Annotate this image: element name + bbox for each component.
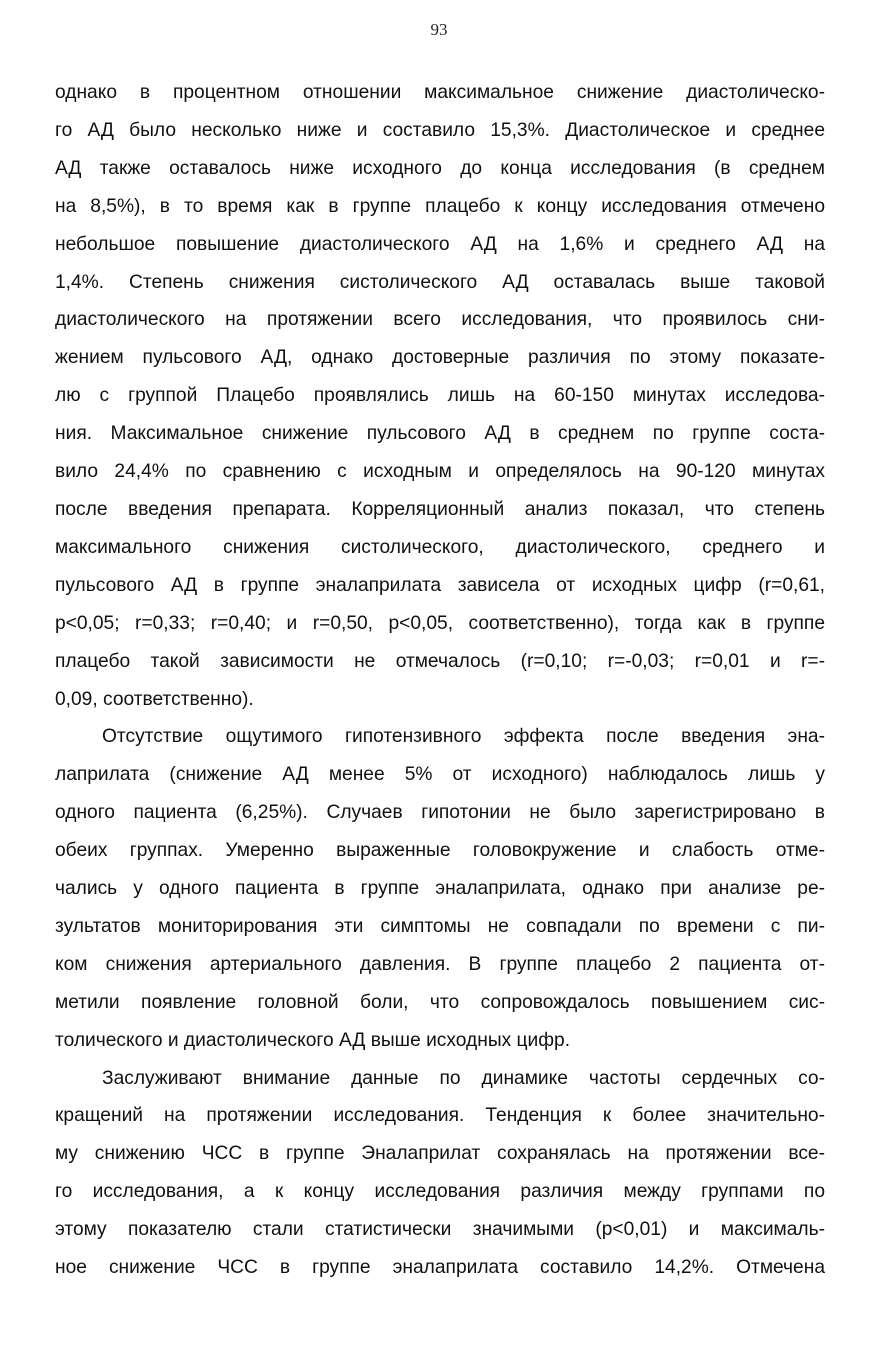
text-line: го АД было несколько ниже и составило 15,3%. Диастолическое и среднее <box>55 119 825 141</box>
text-line: ком снижения артериального давления. В группе плацебо 2 пациента от- <box>55 953 825 975</box>
text-line: максимального снижения систолического, диастолического, среднего и <box>55 536 825 558</box>
paragraph <box>55 1060 825 1287</box>
text-line: лаприлата (снижение АД менее 5% от исходного) наблюдалось лишь у <box>55 764 825 786</box>
text-line: на 8,5%), в то время как в группе плацебо к концу исследования отмечено <box>55 195 825 217</box>
text-line: небольшое повышение диастолического АД на 1,6% и среднего АД на <box>55 233 825 255</box>
text-line: жением пульсового АД, однако достоверные различия по этому показате- <box>55 347 825 369</box>
text-line: 1,4%. Степень снижения систолического АД оставалась выше таковой <box>55 271 825 293</box>
text-line: го исследования, а к концу исследования различия между группами по <box>55 1181 825 1203</box>
text-line: ное снижение ЧСС в группе эналаприлата составило 14,2%. Отмечена <box>55 1257 825 1279</box>
text-line: плацебо такой зависимости не отмечалось (r=0,10; r=-0,03; r=0,01 и r=- <box>55 650 825 672</box>
text-line: этому показателю стали статистически значимыми (p<0,01) и максималь- <box>55 1219 825 1241</box>
text-line: одного пациента (6,25%). Случаев гипотонии не было зарегистрировано в <box>55 802 825 824</box>
text-line: зультатов мониторирования эти симптомы не совпадали по времени с пи- <box>55 915 825 937</box>
text-line: чались у одного пациента в группе эналаприлата, однако при анализе ре- <box>55 878 825 900</box>
text-line: диастолического на протяжении всего исследования, что проявилось сни- <box>55 309 825 331</box>
text-line: 0,09, соответственно). <box>55 688 254 710</box>
text-line: после введения препарата. Корреляционный анализ показал, что степень <box>55 498 825 520</box>
text-line: обеих группах. Умеренно выраженные головокружение и слабость отме- <box>55 840 825 862</box>
text-line: вило 24,4% по сравнению с исходным и определялось на 90-120 минутах <box>55 461 825 483</box>
text-line: Заслуживают внимание данные по динамике частоты сердечных со- <box>102 1067 825 1089</box>
text-line: лю с группой Плацебо проявлялись лишь на 60-150 минутах исследова- <box>55 385 825 407</box>
document-body <box>55 74 825 1287</box>
text-line: ния. Максимальное снижение пульсового АД в среднем по группе соста- <box>55 423 825 445</box>
text-line: му снижению ЧСС в группе Эналаприлат сохранялась на протяжении все- <box>55 1143 825 1165</box>
text-line: Отсутствие ощутимого гипотензивного эффекта после введения эна- <box>102 726 825 748</box>
paragraph <box>55 718 825 1059</box>
text-line: толического и диастолического АД выше исходных цифр. <box>55 1029 571 1051</box>
text-line: p<0,05; r=0,33; r=0,40; и r=0,50, p<0,05, соответственно), тогда как в группе <box>55 612 825 634</box>
page-number: 93 <box>430 20 448 39</box>
paragraph <box>55 74 825 718</box>
text-line: метили появление головной боли, что сопровождалось повышением сис- <box>55 991 825 1013</box>
text-line: АД также оставалось ниже исходного до конца исследования (в среднем <box>55 157 825 179</box>
text-line: пульсового АД в группе эналаприлата зависела от исходных цифр (r=0,61, <box>55 574 825 596</box>
text-line: однако в процентном отношении максимальное снижение диастолическо- <box>55 82 825 103</box>
text-line: кращений на протяжении исследования. Тенденция к более значительно- <box>55 1105 825 1127</box>
